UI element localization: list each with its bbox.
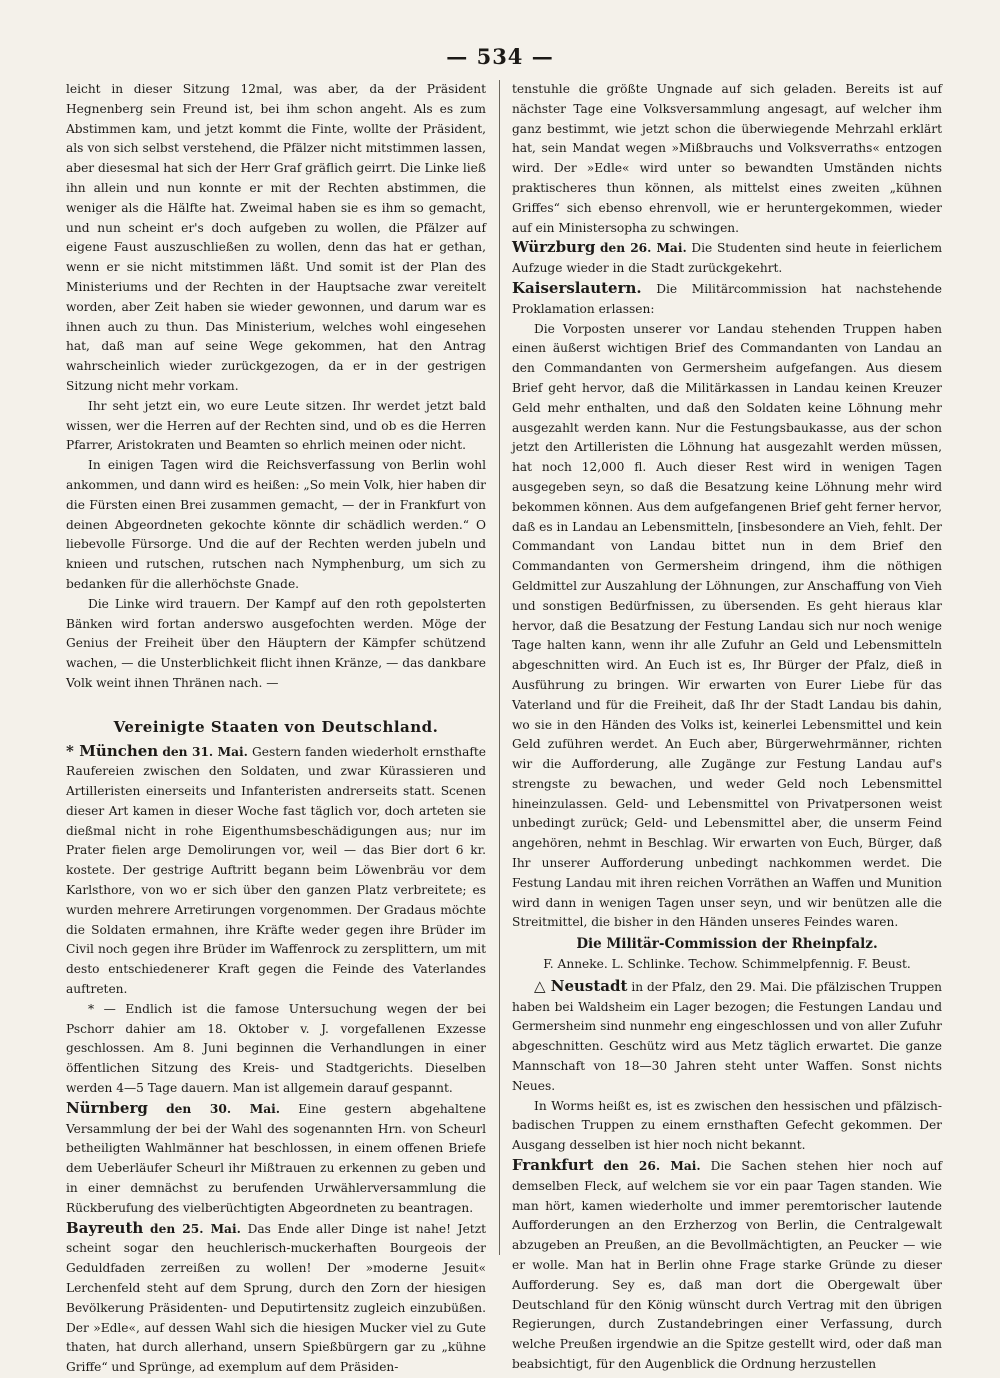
signature-title: Die Militär-Commission der Rheinpfalz. xyxy=(576,936,878,953)
report-place: △ Neustadt xyxy=(534,976,628,995)
report-place: Kaiserslautern. xyxy=(512,278,642,297)
report-place: Würzburg xyxy=(512,238,596,257)
news-report xyxy=(512,1097,942,1156)
left-column xyxy=(66,80,486,1378)
article-paragraph: Ihr seht jetzt ein, wo eure Leute sitzen. Ihr werdet jetzt bald wissen, wer die Herren auf der Rechten sind, und ob es die Herren Pfarrer, Aristokraten und Beamten so ehrlich meinen oder nicht. xyxy=(66,398,486,453)
news-report xyxy=(512,279,942,320)
article-paragraph: Die Linke wird trauern. Der Kampf auf den roth gepolsterten Bänken wird fortan anderswo ausgefochten werden. Möge der Genius der Freiheit über den Häuptern der Kämpfer schützend wachen, — die Unsterblichkeit flicht ihnen Kränze, — das dankbare Volk weint ihnen Thränen nach. — xyxy=(66,596,486,690)
news-report xyxy=(66,1000,486,1099)
news-report xyxy=(512,1156,942,1375)
report-date: den 26. Mai. xyxy=(603,1159,701,1174)
report-text: Die Studenten sind heute in feierlichem Aufzuge wieder in die Stadt zurückgekehrt. xyxy=(512,241,942,276)
news-report xyxy=(512,238,942,279)
report-text: Das Ende aller Dinge ist nahe! Jetzt scheint sogar den heuchlerisch-muckerhaften Bourgeois der Geduldfaden zerreißen zu wollen! Der »moderne Jesuit« Lerchenfeld steht auf dem Sprung, durch den Zorn der hiesigen Bevölkerung Präsidenten- und Deputirtensitz zugleich einzubüßen. Der »Edle«, auf dessen Wahl sich die hiesigen Mucker viel zu Gute thaten, hat durch allerhand, unsern Spießbürgern gar zu „kühne Griffe“ und Sprünge, ad exemplum auf dem Präsiden- xyxy=(66,1221,487,1375)
report-place: Nürnberg xyxy=(66,1098,148,1117)
report-text: * — Endlich ist die famose Untersuchung wegen der bei Pschorr dahier am 18. Oktober v. J. vorgefallenen Exzesse geschlossen. Am 8. Juni beginnen die Verhandlungen in einer öffentlichen Sitzung des Kreis- und Stadtgerichts. Dieselben werden 4—5 Tage dauern. Man ist allgemein darauf gespannt. xyxy=(66,1001,486,1096)
article-paragraph: In einigen Tagen wird die Reichsverfassung von Berlin wohl ankommen, und dann wird es heißen: „So mein Volk, hier haben dir die Fürsten einen Brei zusammen gemacht, — der in Frankfurt von deinen Abgeordneten gekochte könnte dir schädlich werden.“ O liebevolle Fürsorge. Und die auf der Rechten werden jubeln und knieen und rutschen, rutschen nach Nymphenburg, um sich zu bedanken für die allerhöchste Gnade. xyxy=(66,458,486,591)
proclamation-text: Die Vorposten unserer vor Landau stehenden Truppen haben einen äußerst wichtigen Brief des Commandanten von Landau an den Commandanten von Germersheim aufgefangen. Aus diesem Brief geht hervor, daß die Militärkassen in Landau keinen Kreuzer Geld mehr enthalten, und daß den Soldaten keine Löhnung mehr ausgezahlt werden kann. Nur die Festungsbaukasse, aus der schon jetzt den Artilleristen die Löhnung hat ausgezahlt werden müssen, hat noch 12,000 fl. Auch dieser Rest wird in wenigen Tagen ausgegeben seyn, so daß die Besatzung keine Löhnung mehr wird bekommen können. Aus dem aufgefangenen Brief geht ferner hervor, daß es in Landau an Lebensmitteln, [insbesondere an Vieh, fehlt. Der Commandant von Landau bittet nun in dem Brief den Commandanten von Germersheim dringend, ihm die nöthigen Geldmittel zur Auszahlung der Löhnungen, zur Anschaffung von Vieh und sonstigen Bedürfnissen, zu übersenden. Es geht hieraus klar hervor, daß die Besatzung der Festung Landau sich nur noch wenige Tage halten kann, wenn ihr alle Zufuhr an Geld und Lebensmitteln abgeschnitten wird. An Euch ist es, Ihr Bürger der Pfalz, dieß in Ausführung zu bringen. Wir erwarten von Eurer Liebe für das Vaterland und für die Freiheit, daß Ihr der Stadt Landau bis dahin, wo sie in den Händen des Volks ist, keinerlei Lebensmittel und kein Geld zuführen werdet. An Euch aber, Bürgerwehrmänner, richten wir die Aufforderung, alle Zugänge zur Festung Landau auf's strengste zu bewachen, und weder Geld noch Lebensmittel hineinzulassen. Geld- und Lebensmittel von Privatpersonen weist unbedingt zurück; Geld- und Lebensmittel aber, die unserm Feind angehören, nehmt in Beschlag. Wir erwarten von Euch, Bürger, daß Ihr unserer Aufforderung unbedingt nachkommen werdet. Die Festung Landau mit ihren reichen Vorräthen an Waffen und Munition wird dann in wenigen Tagen unser seyn, und wir benützen alle die Streitmittel, die bisher in den Händen unseres Feindes waren. xyxy=(512,321,943,930)
signature-names: F. Anneke. L. Schlinke. Techow. Schimmelpfennig. F. Beust. xyxy=(543,957,911,972)
report-date: in der Pfalz, den 29. Mai. xyxy=(631,979,788,994)
news-report xyxy=(66,1099,486,1219)
report-date: den 26. Mai. xyxy=(600,241,687,256)
section-title: Vereinigte Staaten von Deutschland. xyxy=(113,717,439,736)
report-text: Gestern fanden wiederholt ernsthafte Raufereien zwischen den Soldaten, und zwar Kürassieren und Artilleristen einerseits und Infanteristen andrerseits statt. Scenen dieser Art kamen in dieser Woche fast täglich vor, doch arteten sie dießmal nicht in rohe Eigenthumsbeschädigungen aus; nur im Prater fielen arge Demolirungen vor, weil — das Bier dort 6 kr. kostete. Der gestrige Auftritt begann beim Löwenbräu vor dem Karlsthore, von wo er sich über den ganzen Platz verbreitete; es wurden mehrere Arretirungen vorgenommen. Der Gradaus möchte die Soldaten ermahnen, ihre Kräfte weder gegen ihre Brüder im Civil noch gegen ihre Brüder im Waffenrock zu zersplittern, um mit desto entschiedenerer Kraft gegen die Feinde des Vaterlandes auftreten. xyxy=(66,744,487,997)
report-text: Die pfälzischen Truppen haben bei Waldsheim ein Lager bezogen; die Festungen Landau und Germersheim sind nunmehr eng eingeschlossen und von aller Zufuhr abgeschnitten. Geschütz wird aus Metz täglich erwartet. Die ganze Mannschaft von 18—30 Jahren steht unter Waffen. Sonst nichts Neues. xyxy=(512,979,943,1093)
news-report xyxy=(66,1219,486,1378)
right-column xyxy=(512,80,942,1375)
report-text: Eine gestern abgehaltene Versammlung der bei der Wahl des sogenannten Hrn. von Scheurl betheiligten Wahlmänner hat beschlossen, in einem offenen Briefe dem Ueberläufer Scheurl ihr Mißtrauen zu erkennen zu geben und in einer demnächst zu berufenden Urwählerversammlung die Rückberufung des vielberüchtigten Abgeordneten zu beantragen. xyxy=(66,1101,487,1215)
report-date: den 30. Mai. xyxy=(166,1101,281,1116)
column-divider xyxy=(499,80,500,1255)
report-text: Die Sachen stehen hier noch auf demselben Fleck, auf welchem sie vor ein paar Tagen standen. Wie man hört, kamen wiederholte und immer peremtorischer lautende Aufforderungen an den Erzherzog von Berlin, die Centralgewalt abzugeben an Preußen, an die Bevollmächtigten, an Peucker — wie er wolle. Man hat in Berlin ohne Frage starke Gründe zu dieser Aufforderung. Sey es, daß man dort die Obergewalt über Deutschland für den König wünscht durch Vertrag mit den übrigen Regierungen, durch Zustandebringen einer Verfassung, durch welche Preußen irgendwie an die Spitze gestellt wird, oder daß man beabsichtigt, für den Augenblick die Ordnung herzustellen xyxy=(512,1159,943,1371)
news-report xyxy=(66,742,486,1000)
article-paragraph: leicht in dieser Sitzung 12mal, was aber, da der Präsident Hegnenberg sein Freund ist, bei ihm schon angeht. Als es zum Abstimmen kam, und jetzt kommt die Finte, wollte der Präsident, als von sich selbst verstehend, die Pfälzer nicht mitstimmen lassen, aber diesesmal hat sich der Herr Graf gräflich geirrt. Die Linke ließ ihn allein und nun konnte er mit der Rechten abstimmen, die weniger als die Hälfte hat. Zweimal haben sie es ihm so gemacht, und nun scheint er's doch aufgeben zu wollen, die Pfälzer auf eigene Faust auszuschließen zu wollen, denn das hat er gethan, wenn er sie nicht mitstimmen läßt. Und somit ist der Plan des Ministeriums und der Rechten in der Hauptsache zwar vereitelt worden, aber Zeit haben sie wieder gewonnen, und darum war es ihnen auch zu thun. Das Ministerium, welches wohl eingesehen hat, daß man auf seine Wege gekommen, hat den Antrag wahrscheinlich wieder zurückgezogen, da er in der gestrigen Sitzung nicht mehr vorkam. xyxy=(66,82,486,393)
article-paragraph: tenstuhle die größte Ungnade auf sich geladen. Bereits ist auf nächster Tage eine Volksversammlung angesagt, auf welcher ihm ganz bestimmt, wie jetzt schon die überwiegende Mehrzahl erklärt hat, sein Mandat wegen »Mißbrauchs und Volksverraths« entzogen wird. Der »Edle« wird unter so bewandten Umständen nichts praktischeres thun können, als mittelst eines zweiten „kühnen Griffes“ sich ebenso ehrenvoll, wie er heruntergekommen, wieder auf ein Ministersopha zu schwingen. xyxy=(512,82,942,235)
report-text: In Worms heißt es, ist es zwischen den hessischen und pfälzisch-badischen Truppen zu einem ernsthaften Gefecht gekommen. Der Ausgang desselben ist hier noch nicht bekannt. xyxy=(512,1098,942,1153)
report-date: den 31. Mai. xyxy=(162,744,248,759)
report-date: den 25. Mai. xyxy=(150,1221,241,1236)
news-report xyxy=(512,977,942,1097)
report-place: Frankfurt xyxy=(512,1156,594,1175)
report-place: * München xyxy=(66,741,159,760)
report-place: Bayreuth xyxy=(66,1218,144,1237)
report-text: Die Militärcommission hat nachstehende Proklamation erlassen: xyxy=(512,281,943,316)
page-number: — 534 — xyxy=(446,44,554,69)
